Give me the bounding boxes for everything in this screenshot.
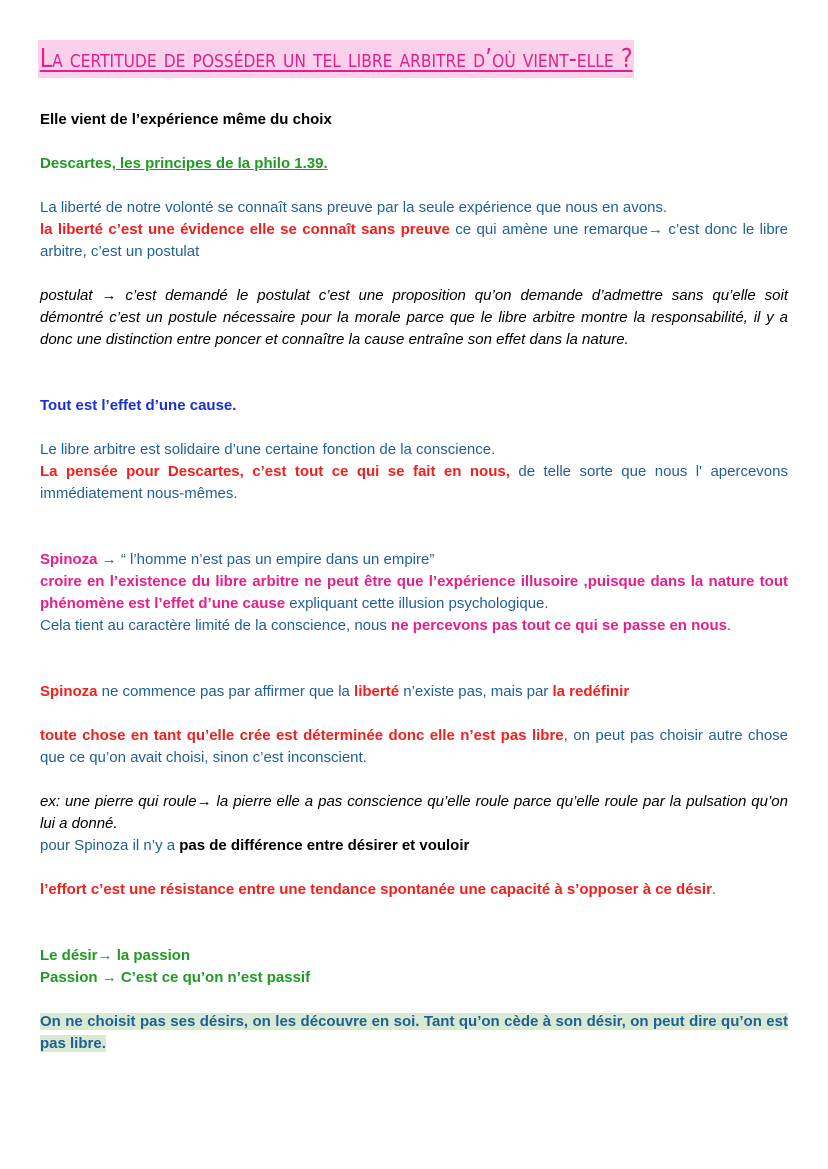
spinoza-illusion-suite: expliquant cette illusion psychologique. [285,595,549,612]
conclusion-highlight: On ne choisit pas ses désirs, on les découvre en soi. Tant qu’on cède à son désir, on peut dire qu’on est pas libre. [40,1013,788,1052]
liberte-remarque: ce qui amène une remarque→ c’est donc le libre arbitre, c’est un postulat [40,221,789,260]
spinoza-name-2: Spinoza [40,683,98,700]
pensee-descartes: La pensée pour Descartes, c’est tout ce qui se fait en nous, [40,463,510,480]
paragraph-determinee [40,725,788,769]
paragraph-postulat: postulat → c’est demandé le postulat c’est une proposition qu’on demande d’admettre sans qu’elle soit démontré c’est un postule nécessaire pour la morale parce que le libre arbitre montre la responsabilité, il y a donc une distinction entre poncer et connaître la cause entraîne son effet dans la nature. [40,287,788,348]
spinoza-name: Spinoza [40,551,98,568]
spinoza-quote: → “ l’homme n’est pas un empire dans un empire” [97,551,435,568]
passion-label: Passion [40,969,98,986]
cause-statement: Tout est l’effet d’une cause. [40,397,237,414]
paragraph-pierre [40,791,788,857]
spinoza-conscience: Cela tient au caractère limité de la conscience, nous [40,617,392,634]
paragraph-conclusion [40,1011,788,1055]
determinee-suite: , on peut pas choisir autre chose que ce qu’on avait choisi, sinon c’est inconscient. [40,727,789,766]
pensee-suite: de telle sorte que nous l' apercevons immédiatement nous-mêmes. [40,463,788,502]
paragraph-liberte [40,197,788,263]
spinoza-percevons: ne percevons pas tout ce qui se passe en nous [391,617,727,634]
passion-def: → C’est ce qu’on n’est passif [97,969,311,986]
spinoza-period: . [726,617,732,634]
liberte-word: liberté [354,683,400,700]
descartes-reference [40,153,788,175]
liberte-line-1: La liberté de notre volonté se connaît sans preuve par la seule expérience que nous en avons. [40,199,668,216]
redefinir-text-2: n’existe pas, mais par [399,683,553,700]
descartes-name: Descartes [40,155,112,172]
intro-line: Elle vient de l’expérience même du choix [40,111,332,128]
desir-def: → la passion [97,947,191,964]
conscience-line-1: Le libre arbitre est solidaire d’une certaine fonction de la conscience. [40,441,496,458]
descartes-source: , les principes de la philo 1.39. [111,155,328,172]
determinee-statement: toute chose en tant qu’elle crée est déterminée donc elle n’est pas libre [40,727,564,744]
spinoza-illusion: croire en l’existence du libre arbitre ne peut être que l’expérience illusoire ,puisque dans la nature tout phénomène est l’effet d’une cause [40,573,788,612]
pierre-example: ex: une pierre qui roule→ la pierre elle a pas conscience qu’elle roule parce qu’elle roule par la pulsation qu’on lui a donné. [40,793,788,832]
spinoza-desir-intro: pour Spinoza il n’y a [40,837,180,854]
liberte-evidence: la liberté c’est une évidence elle se connaît sans preuve [40,221,450,238]
paragraph-spinoza-empire [40,549,788,637]
redefinir-word: la redéfinir [552,683,630,700]
effort-statement: l’effort c’est une résistance entre une tendance spontanée une capacité à s’opposer à ce désir [40,881,712,898]
effort-period: . [711,881,717,898]
paragraph-redefinir [40,681,788,703]
paragraph-desir-passion [40,945,788,989]
redefinir-text-1: ne commence pas par affirmer que la [97,683,355,700]
page-title: La certitude de posséder un tel libre arbitre d’où vient-elle ? [38,40,634,78]
desirer-vouloir: pas de différence entre désirer et vouloir [179,837,470,854]
desir-label: Le désir [40,947,98,964]
paragraph-conscience [40,439,788,505]
paragraph-effort [40,879,788,901]
title-block [38,40,731,78]
